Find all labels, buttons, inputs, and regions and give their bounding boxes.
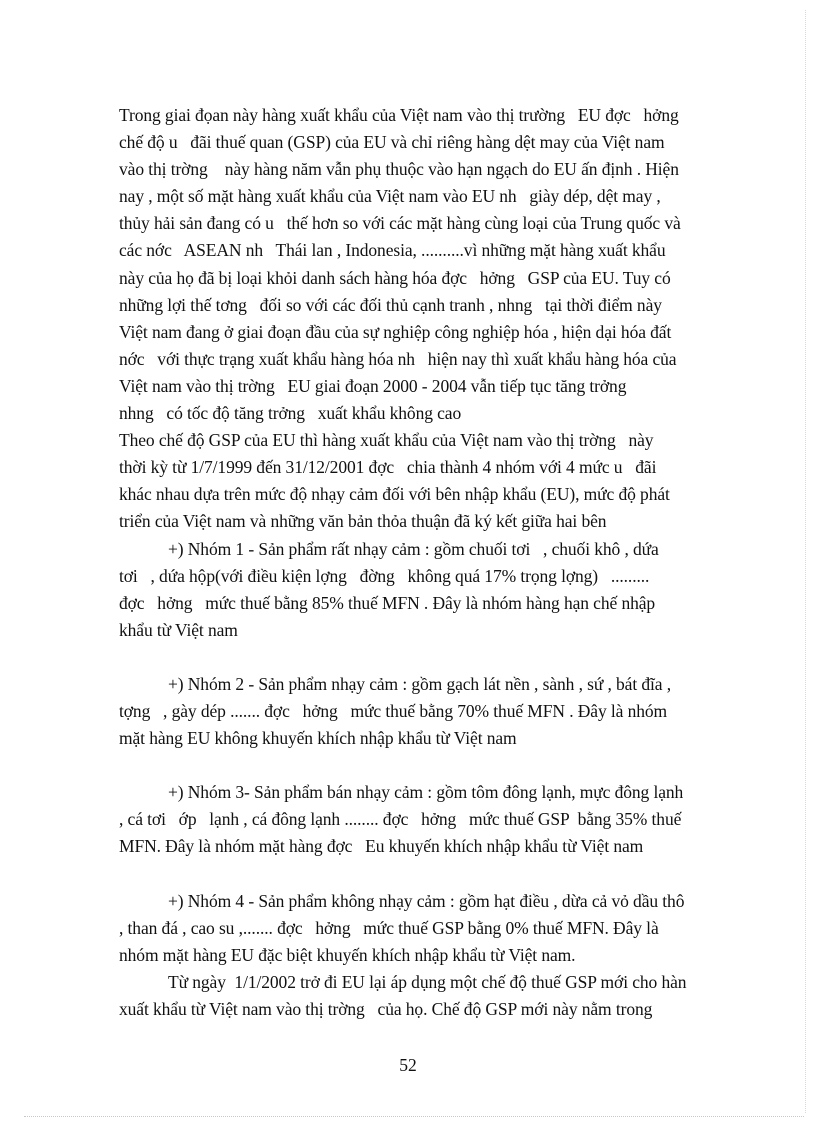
text-line: , cá tơi ớp lạnh , cá đông lạnh ........ đợc hởng mức thuế GSP bằng 35% thuế [119, 809, 682, 829]
page-number: 52 [399, 1055, 417, 1075]
text-line: này của họ đã bị loại khỏi danh sách hàng hóa đợc hởng GSP của EU. Tuy có [119, 268, 671, 288]
text-line: , than đá , cao su ,....... đợc hởng mức thuế GSP bằng 0% thuế MFN. Đây là [119, 918, 659, 938]
text-line: xuất khẩu từ Việt nam vào thị trờng của họ. Chế độ GSP mới này nằm trong [119, 999, 653, 1019]
text-line: Trong giai đọan này hàng xuất khẩu của Việt nam vào thị trường EU đợc hởng [119, 105, 679, 125]
text-line: nhng có tốc độ tăng trởng xuất khẩu không cao [119, 403, 462, 423]
text-line: Từ ngày 1/1/2002 trở đi EU lại áp dụng một chế độ thuế GSP mới cho hàn [168, 972, 687, 992]
text-line: tơi , dứa hộp(với điều kiện lợng đờng không quá 17% trọng lợng) ......... [119, 566, 650, 586]
text-line: +) Nhóm 3- Sản phẩm bán nhạy cảm : gồm tôm đông lạnh, mực đông lạnh [168, 782, 684, 802]
text-line: Theo chế độ GSP của EU thì hàng xuất khẩu của Việt nam vào thị trờng này [119, 430, 654, 450]
text-line: vào thị trờng này hàng năm vẫn phụ thuộc vào hạn ngạch do EU ấn định . Hiện [119, 159, 679, 179]
text-line: thủy hải sản đang có u thế hơn so với các mặt hàng cùng loại của Trung quốc và [119, 213, 681, 233]
text-line: khác nhau dựa trên mức độ nhạy cảm đối với bên nhập khẩu (EU), mức độ phát [119, 484, 670, 504]
text-line: +) Nhóm 1 - Sản phẩm rất nhạy cảm : gồm chuối tơi , chuối khô , dứa [168, 539, 659, 559]
text-line: nhóm mặt hàng EU đặc biệt khuyến khích nhập khẩu từ Việt nam. [119, 945, 576, 965]
text-line: tợng , gày dép ....... đợc hởng mức thuế bằng 70% thuế MFN . Đây là nhóm [119, 701, 668, 721]
page-bottom-edge [24, 1116, 804, 1117]
page-right-edge [805, 10, 806, 1113]
text-line: chế độ u đãi thuế quan (GSP) của EU và chỉ riêng hàng dệt may của Việt nam [119, 132, 665, 152]
text-line: +) Nhóm 4 - Sản phẩm không nhạy cảm : gồm hạt điều , dừa cả vỏ dầu thô [168, 891, 685, 911]
text-line: mặt hàng EU không khuyến khích nhập khẩu từ Việt nam [119, 728, 517, 748]
text-line: Việt nam vào thị trờng EU giai đoạn 2000 - 2004 vẫn tiếp tục tăng trởng [119, 376, 627, 396]
text-line: nay , một số mặt hàng xuất khẩu của Việt nam vào EU nh giày dép, dệt may , [119, 186, 661, 206]
text-line: Việt nam đang ở giai đoạn đầu của sự nghiệp công nghiệp hóa , hiện dại hóa đất [119, 322, 672, 342]
text-line: những lợi thế tơng đối so với các đối thủ cạnh tranh , nhng tại thời điểm này [119, 295, 662, 315]
text-line: thời kỳ từ 1/7/1999 đến 31/12/2001 đợc chia thành 4 nhóm với 4 mức u đãi [119, 457, 657, 477]
text-line: triển của Việt nam và những văn bản thỏa thuận đã ký kết giữa hai bên [119, 511, 607, 531]
text-line: MFN. Đây là nhóm mặt hàng đợc Eu khuyến khích nhập khẩu từ Việt nam [119, 836, 644, 856]
text-line: +) Nhóm 2 - Sản phẩm nhạy cảm : gồm gạch lát nền , sành , sứ , bát đĩa , [168, 674, 672, 694]
text-line: khẩu từ Việt nam [119, 620, 238, 640]
text-line: đợc hởng mức thuế bằng 85% thuế MFN . Đây là nhóm hàng hạn chế nhập [119, 593, 656, 613]
text-line: các nớc ASEAN nh Thái lan , Indonesia, ..........vì những mặt hàng xuất khẩu [119, 240, 666, 260]
text-line: nớc với thực trạng xuất khẩu hàng hóa nh hiện nay thì xuất khẩu hàng hóa của [119, 349, 677, 369]
